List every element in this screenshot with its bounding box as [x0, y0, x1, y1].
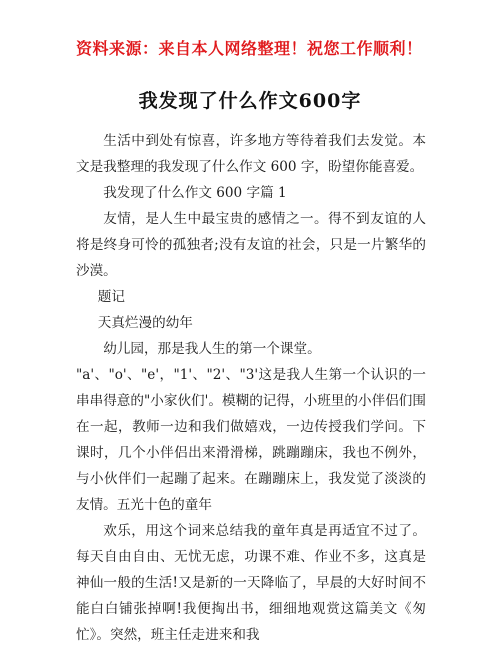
section-heading: 我发现了什么作文 600 字篇 1	[103, 185, 287, 201]
epigraph-label: 题记	[97, 289, 125, 305]
paragraph-happiness: 欢乐，用这个词来总结我的童年真是再适宜不过了。每天自由自由、无忧无虑，功课不难、作业不多，这真是神仙一般的生活!又是新的一天降临了，早晨的大好时间不能白白铺张掉啊!我便掏出书，细细地观赏这篇美文《匆忙》。突然，班主任走进来和我	[76, 523, 426, 643]
document-title: 我发现了什么作文600字	[138, 90, 362, 112]
paragraph-friendship: 友情，是人生中最宝贵的感情之一。得不到友谊的人将是终身可怜的孤独者;没有友谊的社会，只是一片繁华的沙漠。	[76, 211, 426, 279]
source-banner: 资料来源：来自本人网络整理！祝您工作顺利！	[76, 39, 423, 58]
paragraph-kindergarten: 幼儿园，那是我人生的第一个课堂。	[103, 341, 321, 357]
paragraph-memories: "a'、"o'、"e'，"1'、"2'、"3'这是我人生第一个认识的一串串得意的"小家伙们'。模糊的记得，小班里的小伴侣们围在一起，教师一边和我们做嬉戏，一边传授我们学问。下课时，几个小伴侣出来滑滑梯，跳蹦蹦床，我也不例外，与小伙伴们一起蹦了起来。在蹦蹦床上，我发觉了淡淡的友情。五光十色的童年	[76, 367, 426, 513]
document-body	[76, 128, 426, 648]
intro-paragraph: 生活中到处有惊喜，许多地方等待着我们去发觉。本文是我整理的我发现了什么作文 600 字，盼望你能喜爱。	[76, 133, 426, 175]
subheading-childhood: 天真烂漫的幼年	[97, 315, 193, 331]
